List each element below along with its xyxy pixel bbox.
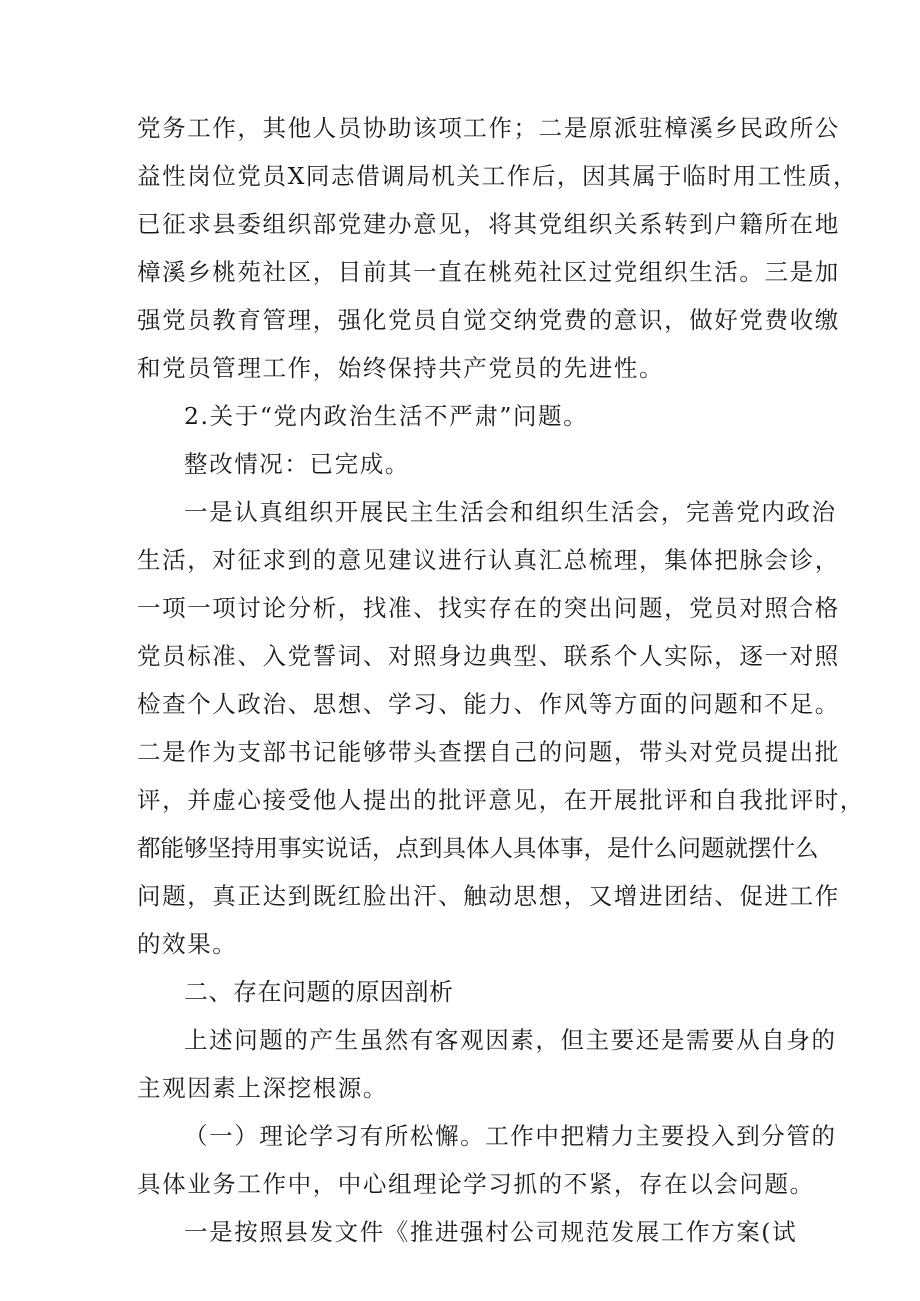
- body-text-line: 检查个人政治、思想、学习、能力、作风等方面的问题和不足。: [137, 690, 840, 718]
- body-text-line: 一是认真组织开展民主生活会和组织生活会，完善党内政治: [184, 498, 837, 526]
- status-line: 整改情况：已完成。: [184, 450, 410, 478]
- body-text-line: 评，并虚心接受他人提出的批评意见，在开展批评和自我批评时，: [137, 786, 865, 814]
- body-text-line: 党务工作，其他人员协助该项工作；二是原派驻樟溪乡民政所公: [137, 114, 840, 142]
- body-text-line: 已征求县委组织部党建办意见，将其党组织关系转到户籍所在地: [137, 210, 840, 238]
- body-text-line: 二是作为支部书记能够带头查摆自己的问题，带头对党员提出批: [137, 738, 840, 766]
- body-text-line: 益性岗位党员X同志借调局机关工作后，因其属于临时用工性质，: [137, 162, 859, 190]
- body-text-line: 生活，对征求到的意见建议进行认真汇总梳理，集体把脉会诊，: [137, 546, 840, 574]
- body-text-line: 上述问题的产生虽然有客观因素，但主要还是需要从自身的: [184, 1026, 837, 1054]
- body-text-line: 一项一项讨论分析，找准、找实存在的突出问题，党员对照合格: [137, 594, 840, 622]
- body-text-line: 主观因素上深挖根源。: [137, 1074, 388, 1102]
- body-text-line: 具体业务工作中，中心组理论学习抓的不紧，存在以会问题。: [137, 1170, 815, 1198]
- body-text-line: 一是按照县发文件《推进强村公司规范发展工作方案(试: [184, 1218, 798, 1246]
- body-text-line: 樟溪乡桃苑社区，目前其一直在桃苑社区过党组织生活。三是加: [137, 258, 840, 286]
- body-text-line: 党员标准、入党誓词、对照身边典型、联系个人实际，逐一对照: [137, 642, 840, 670]
- section-heading: 二、存在问题的原因剖析: [184, 978, 454, 1006]
- body-text-line: 的效果。: [137, 930, 238, 958]
- body-text-line: 和党员管理工作，始终保持共产党员的先进性。: [137, 354, 665, 382]
- body-text-line: （一）理论学习有所松懈。工作中把精力主要投入到分管的: [184, 1122, 837, 1150]
- subsection-title: 2.关于“党内政治生活不严肃”问题。: [184, 402, 589, 430]
- body-text-line: 都能够坚持用事实说话，点到具体人具体事，是什么问题就摆什么: [137, 834, 819, 862]
- body-text-line: 问题，真正达到既红脸出汗、触动思想，又增进团结、促进工作: [137, 882, 840, 910]
- body-text-line: 强党员教育管理，强化党员自觉交纳党费的意识，做好党费收缴: [137, 306, 840, 334]
